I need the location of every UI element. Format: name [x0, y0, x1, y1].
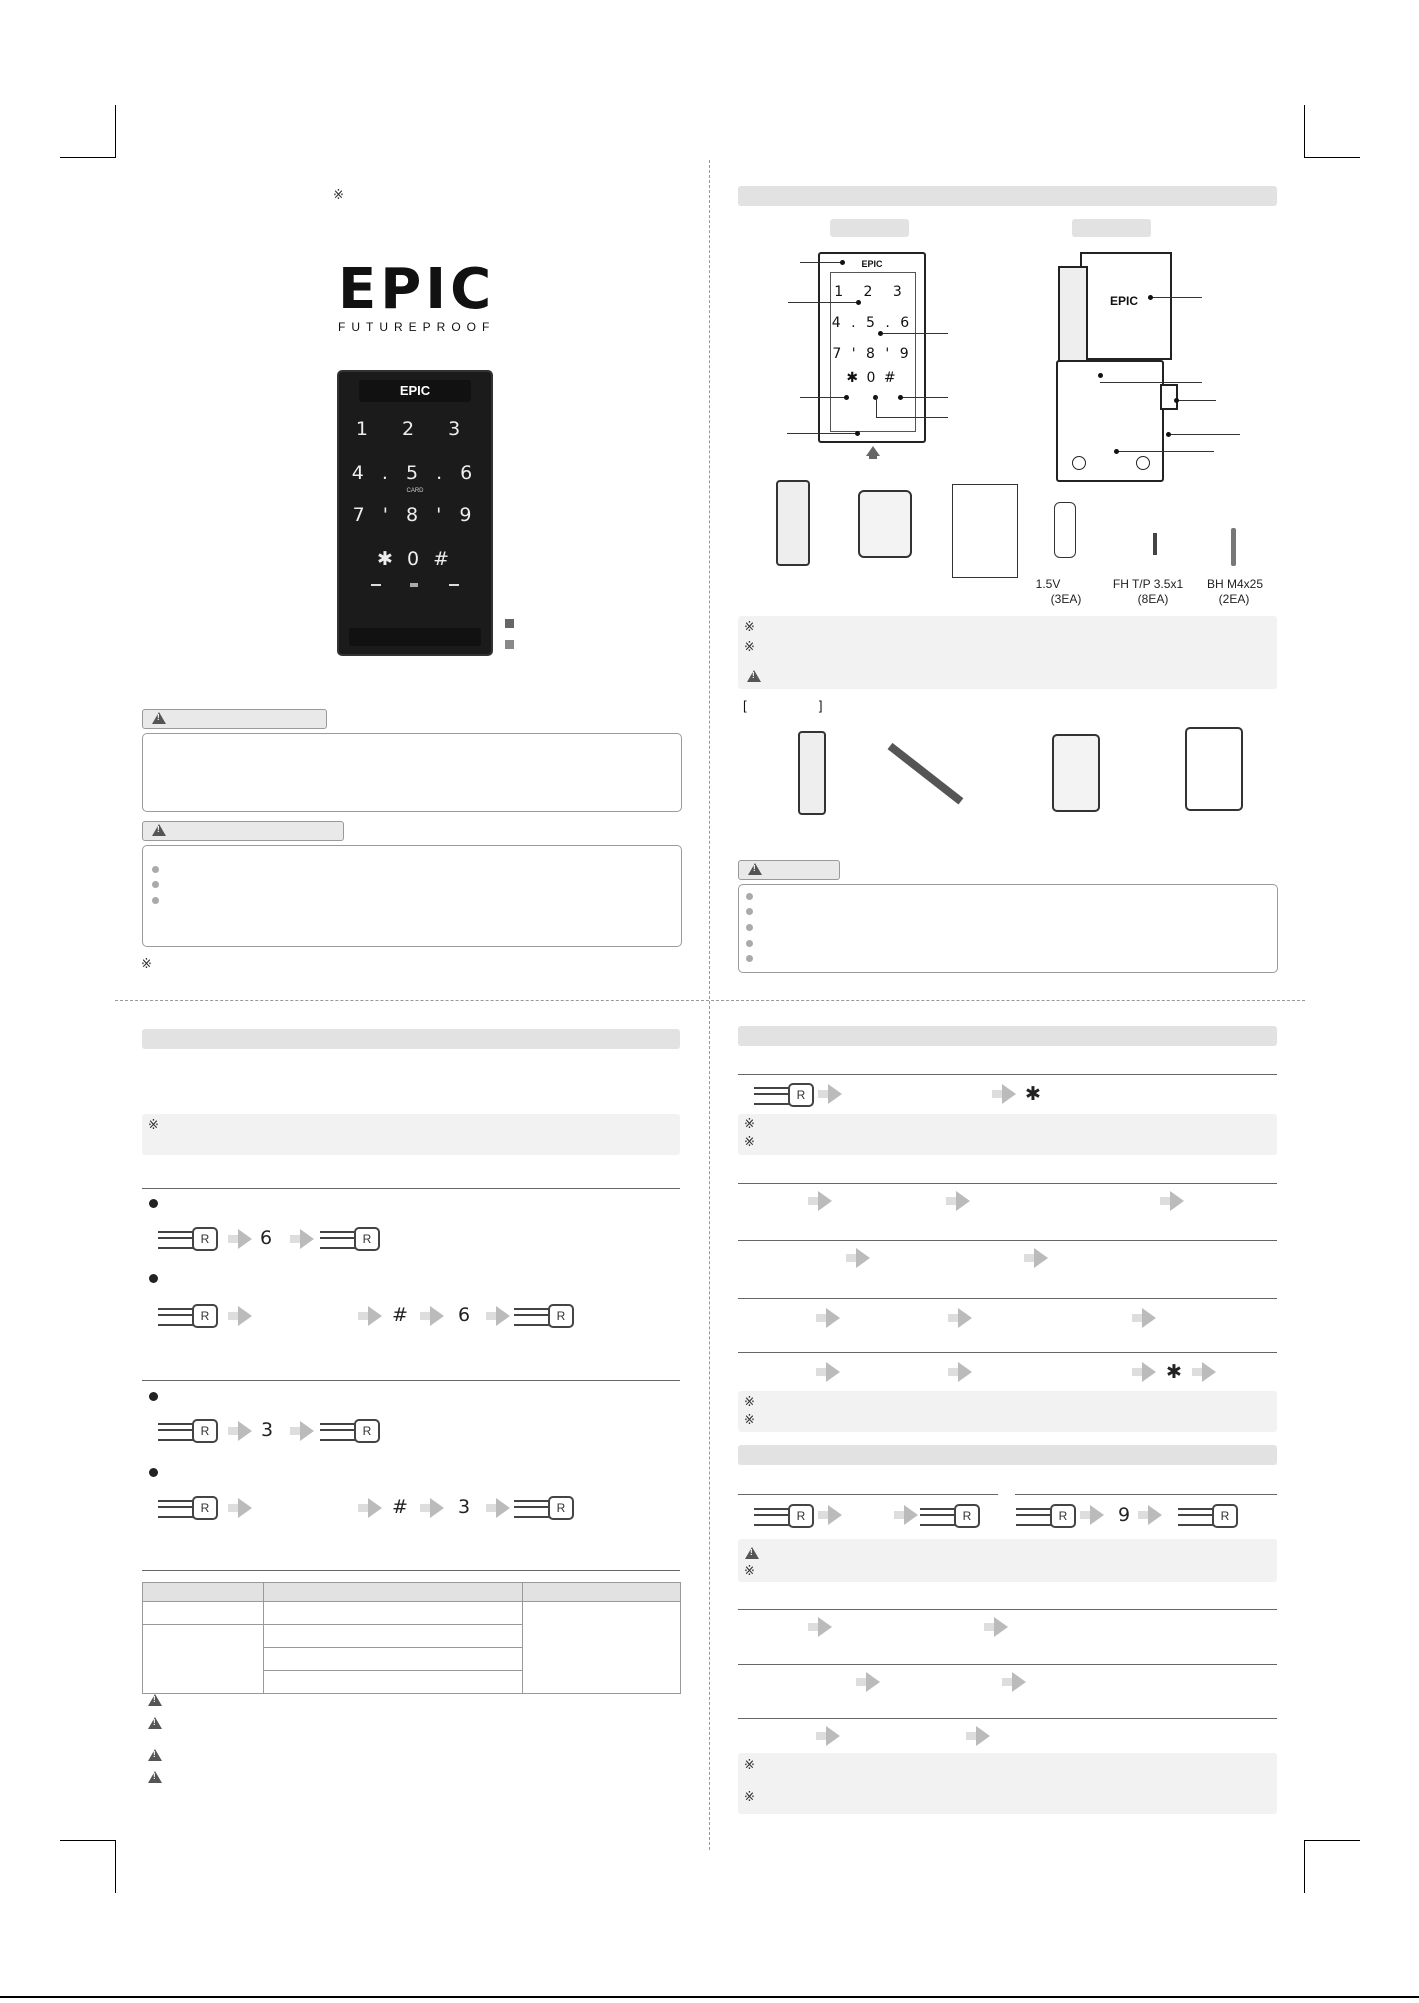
flow-arrow-icon [956, 1191, 970, 1211]
notes-box [738, 1539, 1277, 1582]
product-key-row: ✱ 0 # [376, 548, 453, 570]
notes-box [738, 1753, 1277, 1814]
leader-point [1098, 373, 1103, 378]
front-key-row: 7 ' 8 ' 9 [832, 346, 912, 362]
notes-box [738, 616, 1277, 689]
back-screw [1136, 456, 1150, 470]
leader-point [840, 260, 845, 265]
optional-card-image [1185, 727, 1243, 811]
warning-icon [148, 1694, 162, 1706]
epic-logo [338, 257, 496, 334]
register-key-icon: R [514, 1304, 574, 1326]
leader-line [876, 417, 948, 418]
color-swatch [505, 619, 514, 628]
product-key-row: 1 2 3 [355, 418, 475, 440]
register-key-icon: R [920, 1504, 980, 1526]
back-brand: EPIC [1110, 294, 1139, 308]
spec-table [142, 1582, 681, 1694]
leader-point [898, 395, 903, 400]
back-body-diagram [1056, 252, 1168, 484]
divider [738, 1183, 1277, 1184]
flow-digit: 6 [260, 1227, 273, 1249]
flow-arrow-icon [866, 1672, 880, 1692]
flow-arrow-icon [828, 1084, 842, 1104]
product-led-mid [410, 583, 418, 587]
divider [738, 1074, 1277, 1075]
crop-mark [1304, 1840, 1305, 1893]
battery-image [1054, 502, 1076, 558]
flow-arrow-icon [238, 1306, 252, 1326]
product-card-label: CARD [406, 488, 424, 494]
logo-brand: EPIC [338, 257, 496, 322]
notes-box [738, 1114, 1277, 1155]
register-key-icon: R [320, 1227, 380, 1249]
flow-arrow-icon [1202, 1362, 1216, 1382]
flow-arrow-icon [818, 1617, 832, 1637]
flow-arrow-icon [1012, 1672, 1026, 1692]
leader-point [1166, 432, 1171, 437]
caution-box [738, 884, 1278, 973]
warning-icon [148, 1771, 162, 1783]
divider [738, 1609, 1277, 1610]
flow-arrow-icon [1034, 1248, 1048, 1268]
leader-line [1100, 382, 1202, 383]
flow-arrow-icon [976, 1726, 990, 1746]
crop-mark [115, 1840, 116, 1893]
product-key-row: 7 ' 8 ' 9 [352, 504, 478, 526]
optional-key-image [888, 743, 964, 805]
warning-box [142, 733, 682, 812]
screw-image [1153, 533, 1157, 555]
warning-icon [148, 1749, 162, 1761]
leader-line [788, 302, 858, 303]
battery-spec: 1.5V [1035, 577, 1061, 591]
flow-arrow-icon [430, 1498, 444, 1518]
divider [738, 1494, 998, 1495]
screw-bh-qty: (2EA) [1218, 592, 1250, 606]
leader-point [1174, 398, 1179, 403]
front-key-row: 4 . 5 . 6 [831, 315, 913, 331]
section-header-bar [738, 186, 1277, 206]
flow-arrow-icon [238, 1498, 252, 1518]
leader-point [844, 395, 849, 400]
leader-line [800, 397, 846, 398]
leader-line [1150, 297, 1202, 298]
flow-arrow-icon [238, 1421, 252, 1441]
flow-arrow-icon [1090, 1505, 1104, 1525]
register-key-icon: R [158, 1304, 218, 1326]
product-key-row: 4 . 5 . 6 [351, 462, 479, 484]
leader-point [878, 331, 883, 336]
back-latch [1160, 384, 1178, 410]
flow-arrow-icon [1170, 1191, 1184, 1211]
divider [142, 1188, 680, 1189]
list-dot [746, 908, 753, 915]
up-arrow-stem [869, 455, 877, 459]
bottom-rule [0, 1996, 1419, 1998]
leader-point [1114, 449, 1119, 454]
back-battery-area [1058, 266, 1088, 362]
flow-digit: 9 [1118, 1504, 1131, 1526]
reference-mark: ※ [148, 1118, 159, 1133]
leader-line [787, 433, 857, 434]
front-key-row: ✱ 0 # [846, 370, 898, 386]
crop-mark [1304, 105, 1305, 158]
optional-plate-image [1052, 734, 1100, 812]
flow-arrow-icon [856, 1248, 870, 1268]
flow-digit: 6 [458, 1304, 471, 1326]
notes-box [738, 1391, 1277, 1432]
warning-icon [152, 712, 166, 724]
product-bottom-bar [349, 628, 481, 646]
flow-arrow-icon [958, 1362, 972, 1382]
flow-arrow-icon [1142, 1362, 1156, 1382]
caution-tag [142, 821, 344, 841]
reference-mark: ※ [744, 620, 755, 635]
screw-fh-spec: FH T/P 3.5x1 [1112, 577, 1184, 591]
divider [1015, 1494, 1277, 1495]
screw-image [1231, 528, 1236, 566]
back-cover [1080, 252, 1172, 360]
flow-arrow-icon [1148, 1505, 1162, 1525]
reference-mark: ※ [744, 640, 755, 655]
divider [142, 1570, 680, 1571]
flow-arrow-icon [826, 1362, 840, 1382]
crop-mark [60, 157, 116, 158]
strike-plate-image [776, 480, 810, 566]
leader-line [800, 262, 842, 263]
list-dot [152, 897, 159, 904]
list-dot [746, 924, 753, 931]
step-bullet [149, 1199, 158, 1208]
reference-mark: ※ [744, 1117, 755, 1132]
flow-arrow-icon [828, 1505, 842, 1525]
divider [142, 1380, 680, 1381]
divider [738, 1352, 1277, 1353]
warning-icon [148, 1717, 162, 1729]
reference-mark: ※ [333, 188, 344, 203]
battery-qty: (3EA) [1050, 592, 1082, 606]
list-dot [746, 955, 753, 962]
fold-line-vertical [709, 160, 710, 1850]
reference-mark: ※ [744, 1135, 755, 1150]
table-header-row [143, 1583, 681, 1602]
reference-mark: ※ [744, 1395, 755, 1410]
flow-arrow-icon [238, 1229, 252, 1249]
step-bullet [149, 1468, 158, 1477]
flow-hash: # [392, 1496, 408, 1518]
leader-line [1176, 400, 1216, 401]
flow-arrow-icon [818, 1191, 832, 1211]
flow-arrow-icon [1142, 1308, 1156, 1328]
front-body-label [830, 219, 909, 237]
register-key-icon: R [514, 1496, 574, 1518]
leader-point [856, 300, 861, 305]
flow-digit: 3 [458, 1496, 471, 1518]
warning-tag [142, 709, 327, 729]
crop-mark [1304, 1840, 1360, 1841]
reference-mark: ※ [744, 1564, 755, 1579]
register-key-icon: R [158, 1227, 218, 1249]
screw-fh-qty: (8EA) [1137, 592, 1169, 606]
fold-line-horizontal [115, 1000, 1305, 1001]
divider [738, 1240, 1277, 1241]
flow-arrow-icon [430, 1306, 444, 1326]
register-key-icon: R [1178, 1504, 1238, 1526]
flow-arrow-icon [958, 1308, 972, 1328]
divider [738, 1298, 1277, 1299]
leader-line [880, 333, 948, 334]
front-key-row: 1 2 3 [834, 284, 910, 300]
notes-box [142, 1114, 680, 1155]
leader-point [855, 431, 860, 436]
caution-icon [152, 824, 166, 836]
list-dot [152, 866, 159, 873]
crop-mark [60, 1840, 116, 1841]
step-bullet [149, 1392, 158, 1401]
flow-arrow-icon [826, 1726, 840, 1746]
flow-arrow-icon [300, 1229, 314, 1249]
leader-line [876, 397, 877, 417]
flow-arrow-icon [496, 1498, 510, 1518]
list-dot [152, 881, 159, 888]
register-key-icon: R [158, 1496, 218, 1518]
caution-box [142, 845, 682, 947]
optional-parts-label: [ ] [743, 698, 823, 713]
flow-star: ✱ [1166, 1361, 1182, 1383]
reference-mark: ※ [744, 1413, 755, 1428]
bracket-image [858, 490, 912, 558]
front-body-diagram [818, 252, 926, 443]
register-key-icon: R [158, 1419, 218, 1441]
flow-digit: 3 [261, 1419, 274, 1441]
register-key-icon: R [754, 1083, 814, 1105]
manual-image [952, 484, 1018, 578]
flow-arrow-icon [300, 1421, 314, 1441]
reference-mark: ※ [744, 1790, 755, 1805]
leader-line [1170, 434, 1240, 435]
leader-line [1116, 451, 1214, 452]
warning-icon [747, 670, 761, 682]
flow-arrow-icon [1002, 1084, 1016, 1104]
reference-mark: ※ [141, 957, 152, 972]
optional-strike-image [798, 731, 826, 815]
leader-line [900, 397, 948, 398]
list-dot [746, 940, 753, 947]
product-keypad-image [337, 370, 493, 656]
color-swatch [505, 640, 514, 649]
flow-star: ✱ [1025, 1083, 1041, 1105]
section-header-bar [738, 1445, 1277, 1465]
reference-mark: ※ [744, 1758, 755, 1773]
section-header-bar [738, 1026, 1277, 1046]
register-key-icon: R [320, 1419, 380, 1441]
front-brand: EPIC [861, 259, 883, 269]
product-led-left [371, 584, 381, 586]
warning-icon [745, 1547, 759, 1559]
product-brand-bar: EPIC [359, 380, 471, 402]
leader-point [1148, 295, 1153, 300]
flow-arrow-icon [496, 1306, 510, 1326]
flow-arrow-icon [368, 1306, 382, 1326]
register-key-icon: R [1016, 1504, 1076, 1526]
logo-tagline: FUTUREPROOF [338, 320, 496, 334]
product-led-right [449, 584, 459, 586]
flow-hash: # [392, 1304, 408, 1326]
register-key-icon: R [754, 1504, 814, 1526]
section-header-bar [142, 1029, 680, 1049]
flow-arrow-icon [994, 1617, 1008, 1637]
crop-mark [115, 105, 116, 158]
crop-mark [1304, 157, 1360, 158]
list-dot [746, 893, 753, 900]
flow-arrow-icon [826, 1308, 840, 1328]
table-row [143, 1602, 681, 1625]
caution-icon [748, 863, 762, 875]
divider [738, 1664, 1277, 1665]
flow-arrow-icon [904, 1505, 918, 1525]
back-body-label [1072, 219, 1151, 237]
step-bullet [149, 1274, 158, 1283]
back-screw [1072, 456, 1086, 470]
flow-arrow-icon [368, 1498, 382, 1518]
divider [738, 1718, 1277, 1719]
screw-bh-spec: BH M4x25 [1206, 577, 1264, 591]
